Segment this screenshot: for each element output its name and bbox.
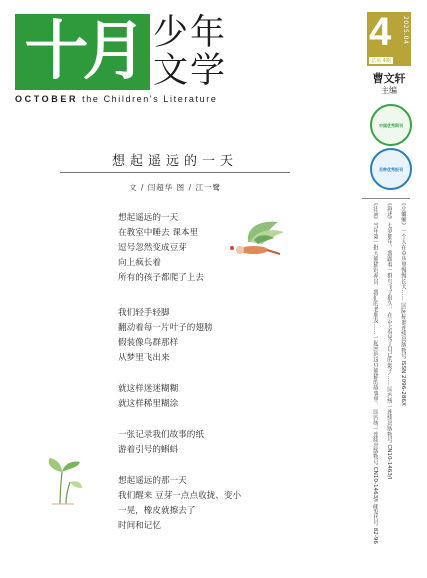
english-subtitle	[15, 94, 217, 104]
poem-line: 翻动着每一片叶子的翅膀	[118, 323, 213, 333]
poem-line: 时间和记忆	[118, 521, 161, 531]
poem-byline: 文 / 闫超华 图 / 江一鹭	[129, 183, 221, 192]
issue-block	[367, 12, 411, 66]
poem-line: 一张记录我们故事的纸	[118, 430, 204, 440]
title-line-2: 文学	[153, 51, 228, 91]
poem-line: 所有的孩子都爬了上去	[118, 273, 204, 283]
side-column-2: 《叙述》七岁那年，我跟着一群鸟飞了很久，在云上看见了自己的影子…… 国内统一连续出版物号 CN10-1463/I	[386, 200, 392, 480]
poem-line: 假装像鸟群那样	[118, 338, 179, 348]
award-badge-text: 中国优秀期刊	[379, 122, 403, 128]
side-column-1: 《汪滴》当年第一批大熊猫饲养员，我们的老朋友……一起回到这只熊猫的故事里。 国内统一连续出版物号 CN10-1463/I 邮发代号 82-96	[372, 200, 378, 544]
poem-line: 我们醒来 豆芽一点点收拢、变小	[118, 491, 242, 501]
issue-number: 4	[369, 10, 392, 54]
poem-line: 想起遥远的一天	[118, 213, 179, 223]
editor-name: 曹文轩	[372, 72, 406, 85]
poem-line: 在教室中睡去 课本里	[118, 228, 199, 238]
brand-logo	[15, 14, 150, 90]
poem-line: 向上疯长着	[118, 258, 161, 268]
issue-date: 2025.04	[402, 16, 409, 45]
poem-line: 游着引号的蝌蚪	[118, 445, 179, 455]
issue-volume: 总第 4期	[371, 58, 391, 64]
poem-line: 就这样迷迷糊糊	[118, 384, 179, 394]
english-subtitle-bold: OCTOBER	[15, 94, 79, 104]
poem-line: 想起遥远的那一天	[118, 476, 187, 486]
stanza-5	[118, 474, 241, 534]
logo-brush-text: 十月	[24, 14, 141, 89]
editor-role: 主编	[381, 86, 397, 95]
title-line-1: 少年	[153, 13, 228, 53]
english-subtitle-rest: the Children's Literature	[82, 94, 218, 104]
stanza-1	[118, 211, 204, 286]
award-badge-icon	[370, 104, 412, 146]
sprout-illustration-icon	[40, 456, 84, 506]
stanza-2	[118, 306, 213, 366]
side-divider	[362, 198, 410, 199]
poem-line: 逗号忽然变成豆芽	[118, 243, 187, 253]
certification-badge-text: 百种优秀报刊	[379, 166, 403, 172]
certification-badge-icon	[370, 148, 412, 190]
magazine-title	[153, 14, 243, 90]
title-divider	[60, 172, 290, 173]
stanza-3	[118, 382, 178, 412]
poem-title: 想起遥远的一天	[111, 154, 238, 169]
flying-child-illustration-icon	[218, 220, 288, 270]
poem-line: 我们轻手轻脚	[118, 308, 170, 318]
poem-line: 一晃，橡皮就擦去了	[118, 506, 196, 516]
poem-line: 从梦里飞出来	[118, 353, 170, 363]
poem-line: 就这样稀里糊涂	[118, 399, 179, 409]
side-column-3: 《小蛐蛐》一个人在草丛里慢慢长大…… 国际标准连续出版物号 ISSN 2096-286X	[400, 200, 406, 406]
stanza-4	[118, 428, 204, 458]
